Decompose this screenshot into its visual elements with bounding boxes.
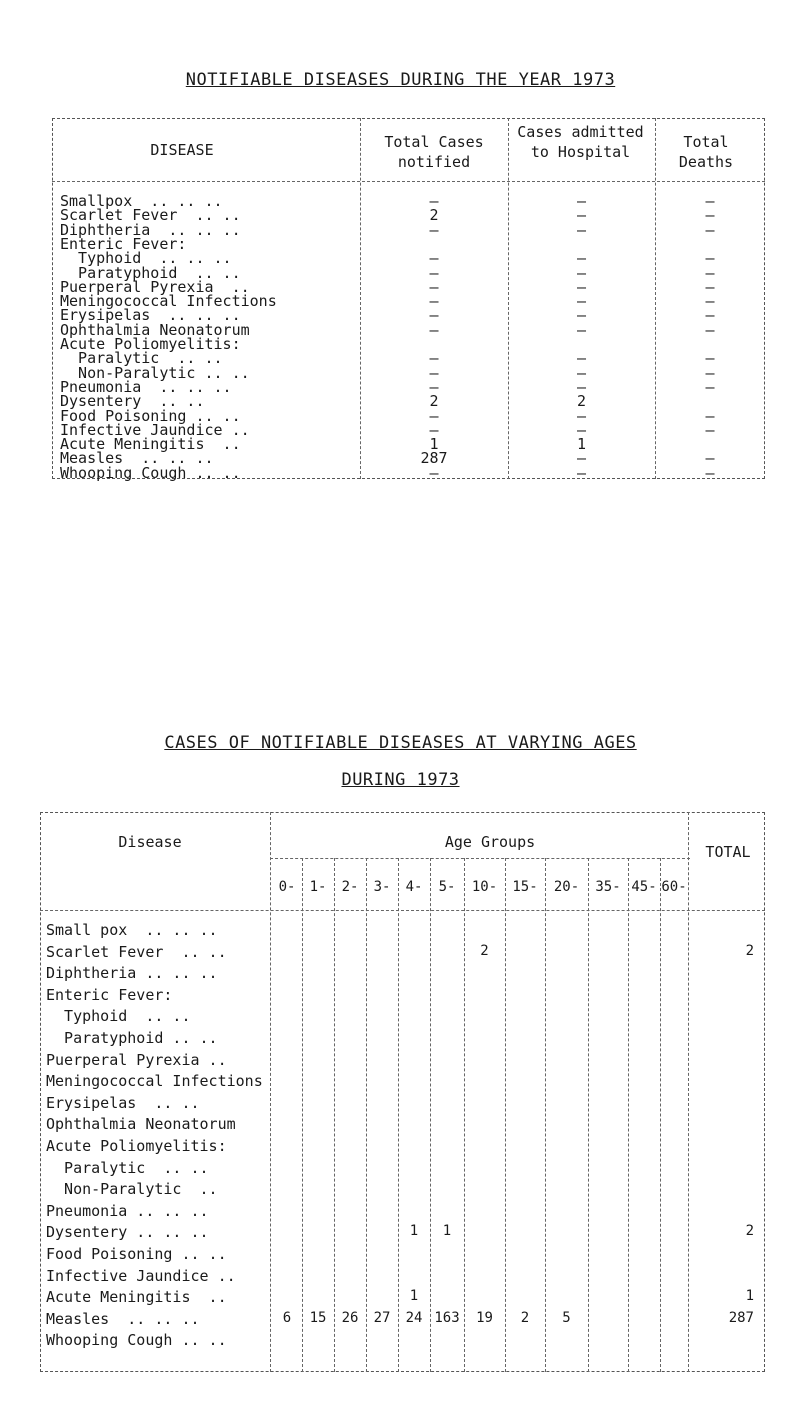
row-name: Puerperal Pyrexia .. xyxy=(46,1050,227,1069)
cell-notified: 287 xyxy=(420,449,448,468)
row-name: Acute Poliomyelitis: xyxy=(46,1137,227,1155)
cell-deaths: – xyxy=(705,292,715,311)
header-disease: DISEASE xyxy=(150,141,214,159)
age-column-divider xyxy=(464,858,465,1372)
cell-deaths: – xyxy=(705,306,715,325)
cell-notified: – xyxy=(429,420,439,439)
row-name: Infective Jaundice .. xyxy=(46,1266,236,1285)
row-name: Scarlet Fever .. .. xyxy=(60,206,241,225)
cell-deaths: – xyxy=(705,320,715,339)
total-cell: 2 xyxy=(745,942,754,959)
age-groups-table xyxy=(40,812,765,1372)
cell-hospital: – xyxy=(576,363,587,382)
cell-notified: – xyxy=(429,192,439,210)
age-cell: 6 xyxy=(282,1309,292,1326)
age-header: 2- xyxy=(341,879,359,895)
cell-hospital: – xyxy=(576,192,587,210)
cell-hospital: – xyxy=(576,463,587,482)
cell-notified: – xyxy=(429,320,439,339)
row-name: Paratyphoid .. .. xyxy=(46,1029,218,1047)
age-cell: 2 xyxy=(520,1309,530,1326)
age-cell: 5 xyxy=(562,1309,571,1326)
age-column-divider xyxy=(430,858,431,1372)
age-column-divider xyxy=(302,858,303,1372)
row-name: Smallpox .. .. .. xyxy=(60,192,223,210)
row-name: Pneumonia .. .. .. xyxy=(60,377,232,396)
row-name: Erysipelas .. .. .. xyxy=(60,306,241,325)
cell-deaths: – xyxy=(705,363,715,382)
row-name: Erysipelas .. .. xyxy=(46,1093,200,1112)
row-name: Typhoid .. .. xyxy=(46,1007,191,1026)
section-title: CASES OF NOTIFIABLE DISEASES AT VARYING AGES xyxy=(164,733,637,753)
header-age-groups: Age Groups xyxy=(444,833,536,851)
row-name: Enteric Fever: xyxy=(46,985,173,1004)
age-column-divider xyxy=(660,858,661,1372)
header-disease: Disease xyxy=(118,833,182,851)
cell-hospital: – xyxy=(576,306,587,325)
row-name: Dysentery .. .. .. xyxy=(46,1223,209,1242)
cell-hospital: 1 xyxy=(576,435,587,454)
row-name: Ophthalmia Neonatorum xyxy=(46,1115,236,1134)
cell-hospital: – xyxy=(576,220,587,239)
page-title: NOTIFIABLE DISEASES DURING THE YEAR 1973 xyxy=(185,70,616,90)
age-header: 15- xyxy=(512,879,538,895)
row-name: Typhoid .. .. .. xyxy=(60,249,232,268)
cell-hospital: – xyxy=(576,406,587,425)
age-header: 10- xyxy=(471,879,498,895)
age-column-divider xyxy=(628,858,629,1372)
row-name: Diphtheria .. .. .. xyxy=(46,964,218,983)
age-header: 20- xyxy=(553,879,580,895)
cell-deaths: – xyxy=(705,349,715,368)
row-name: Paratyphoid .. .. xyxy=(60,263,241,282)
row-name: Meningococcal Infections xyxy=(46,1072,263,1091)
cell-hospital: – xyxy=(576,320,587,339)
cell-notified: – xyxy=(429,377,439,396)
row-name: Pneumonia .. .. .. xyxy=(46,1201,209,1220)
cell-notified: 2 xyxy=(429,392,439,411)
cell-hospital: – xyxy=(576,349,587,368)
row-name: Dysentery .. .. xyxy=(60,392,205,411)
age-header: 45- xyxy=(631,879,657,895)
cell-notified: – xyxy=(429,220,439,239)
total-cell: 1 xyxy=(745,1288,754,1305)
age-column-divider xyxy=(366,858,367,1372)
age-header: 5- xyxy=(438,879,456,895)
row-name: Food Poisoning .. .. xyxy=(46,1245,227,1263)
cell-hospital: – xyxy=(576,249,587,268)
row-name: Enteric Fever: xyxy=(60,234,187,253)
cell-notified: – xyxy=(429,463,439,482)
row-name: Diphtheria .. .. .. xyxy=(60,220,241,239)
cell-notified: 1 xyxy=(429,435,439,454)
age-cell: 1 xyxy=(409,1288,419,1305)
cell-notified: – xyxy=(429,263,439,282)
cell-deaths: – xyxy=(705,263,715,282)
row-name: Infective Jaundice .. xyxy=(60,420,250,439)
age-header: 1- xyxy=(309,879,327,895)
row-name: Scarlet Fever .. .. xyxy=(46,942,227,961)
cell-hospital: – xyxy=(576,449,587,468)
cell-notified: – xyxy=(429,277,439,296)
row-name: Measles .. .. .. xyxy=(46,1309,200,1328)
cell-deaths: – xyxy=(705,377,715,396)
cell-notified: – xyxy=(429,249,439,268)
age-cell: 24 xyxy=(405,1309,423,1326)
age-column-divider xyxy=(505,858,506,1372)
cell-hospital: – xyxy=(576,263,587,282)
age-header-divider xyxy=(270,858,690,859)
cell-notified: 2 xyxy=(429,206,439,225)
age-cell: 15 xyxy=(309,1309,327,1326)
row-name: Paralytic .. .. xyxy=(46,1158,209,1177)
cell-notified: – xyxy=(429,306,439,325)
header-deaths: Total Deaths xyxy=(678,133,734,171)
age-column-divider xyxy=(334,858,335,1372)
row-name: Whooping Cough .. .. xyxy=(46,1331,227,1350)
age-cell: 27 xyxy=(373,1309,391,1326)
age-header: 3- xyxy=(373,879,391,895)
row-name: Measles .. .. .. xyxy=(60,449,214,468)
row-name: Paralytic .. .. xyxy=(60,349,223,368)
age-cell: 1 xyxy=(409,1223,419,1240)
header-divider xyxy=(52,181,765,182)
header-hospital: Cases admitted to Hospital xyxy=(517,123,644,161)
age-column-divider xyxy=(545,858,546,1372)
notifiable-diseases-table xyxy=(52,118,765,880)
age-cell: 1 xyxy=(442,1223,452,1240)
age-header: 60- xyxy=(661,879,687,895)
cell-notified: – xyxy=(429,363,439,382)
row-name: Food Poisoning .. .. xyxy=(60,406,241,425)
row-name: Non-Paralytic .. .. xyxy=(60,363,250,382)
cell-deaths: – xyxy=(705,463,715,482)
age-header: 35- xyxy=(595,879,621,895)
cell-deaths: – xyxy=(705,206,715,225)
cell-hospital: – xyxy=(576,377,587,396)
cell-hospital: – xyxy=(576,292,587,311)
total-cell: 2 xyxy=(745,1223,754,1240)
cell-notified: – xyxy=(429,292,439,311)
total-cell: 287 xyxy=(728,1309,754,1326)
cell-deaths: – xyxy=(705,249,715,268)
cell-deaths: – xyxy=(705,220,715,239)
age-column-divider xyxy=(588,858,589,1372)
age-header: 0- xyxy=(278,879,296,895)
row-name: Whooping Cough .. .. xyxy=(60,463,241,482)
age-cell: 163 xyxy=(434,1309,460,1326)
row-name: Puerperal Pyrexia .. xyxy=(60,277,250,296)
age-cell: 2 xyxy=(480,942,489,959)
row-name: Acute Meningitis .. xyxy=(60,435,241,454)
cell-notified: – xyxy=(429,349,439,368)
header-notified: Total Cases notified xyxy=(384,133,484,171)
row-name: Acute Poliomyelitis: xyxy=(60,335,241,353)
column-divider xyxy=(270,812,271,1372)
cell-deaths: – xyxy=(705,277,715,296)
section-subtitle: DURING 1973 xyxy=(341,770,460,790)
age-cell: 19 xyxy=(476,1309,493,1326)
cell-deaths: – xyxy=(705,406,715,425)
cell-hospital: – xyxy=(576,277,587,296)
cell-deaths: – xyxy=(705,420,715,439)
cell-deaths: – xyxy=(705,192,715,210)
cell-notified: – xyxy=(429,406,439,425)
cell-hospital: – xyxy=(576,206,587,225)
row-name: Meningococcal Infections xyxy=(60,292,277,311)
row-name: Acute Meningitis .. xyxy=(46,1288,227,1307)
row-name: Small pox .. .. .. xyxy=(46,921,218,939)
age-header: 4- xyxy=(405,879,423,895)
age-cell: 26 xyxy=(341,1309,359,1326)
header-divider xyxy=(40,910,765,911)
row-name: Ophthalmia Neonatorum xyxy=(60,320,250,339)
cell-deaths: – xyxy=(705,449,715,468)
row-name: Non-Paralytic .. xyxy=(46,1180,218,1199)
cell-hospital: 2 xyxy=(576,392,587,411)
header-total: TOTAL xyxy=(705,843,751,861)
cell-hospital: – xyxy=(576,420,587,439)
